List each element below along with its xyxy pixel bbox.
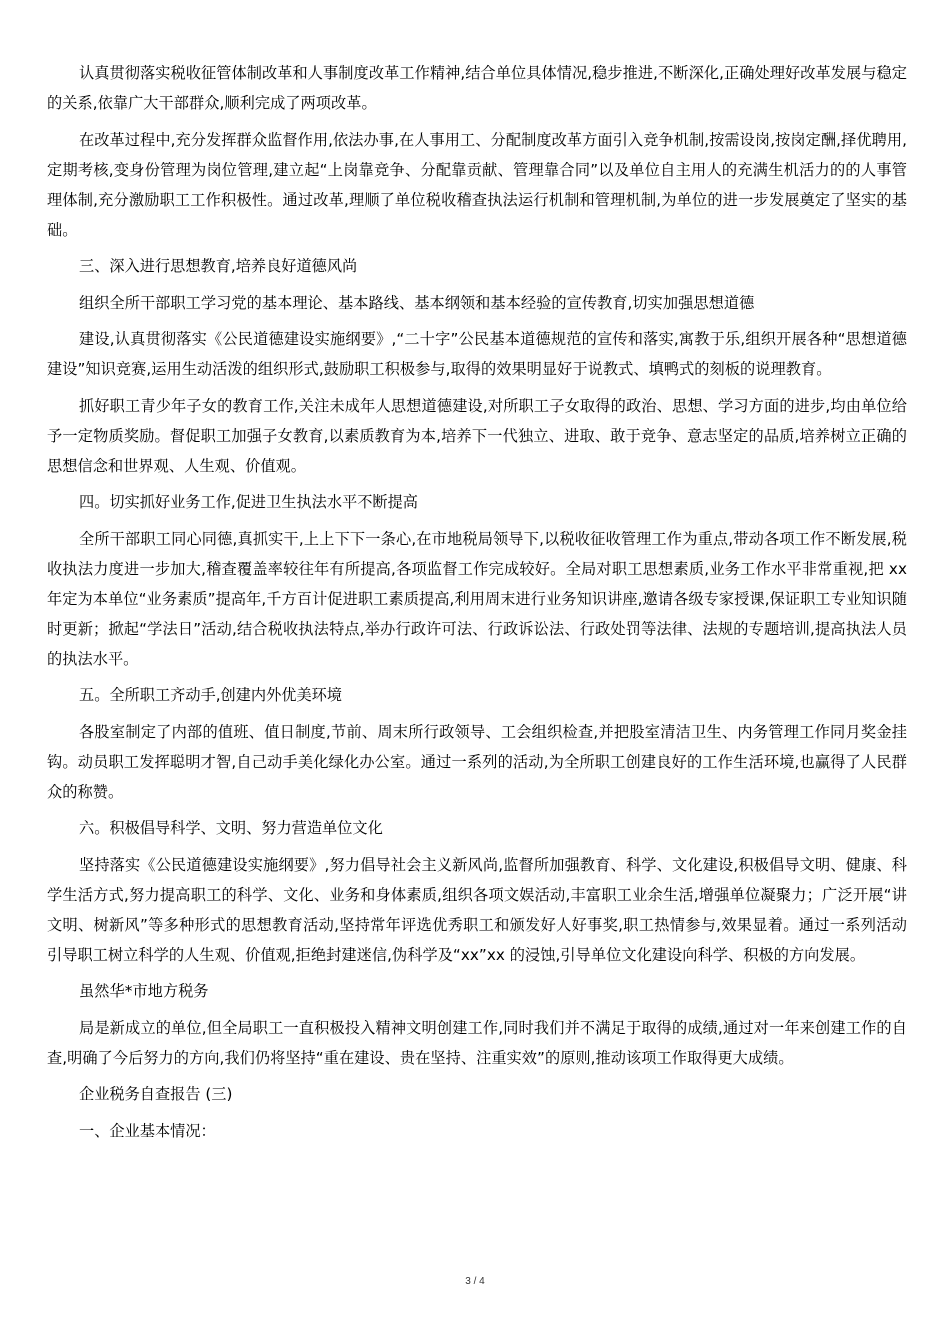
section-heading-3: 三、深入进行思想教育,培养良好道德风尚 <box>79 257 358 275</box>
paragraph-youth-education: 抓好职工青少年子女的教育工作,关注未成年人思想道德建设,对所职工子女取得的政治、思想、学习方面的进步,均由单位给予一定物质奖励。督促职工加强子女教育,以素质教育为本,培养下一代独立、进取、敢于竞争、意志坚定的品质,培养树立正确的思想信念和世界观、人生观、价值观。 <box>47 396 907 475</box>
paragraph-environment: 各股室制定了内部的值班、值日制度,节前、周末所行政领导、工会组织检查,并把股室清洁卫生、内务管理工作同月奖金挂钩。动员职工发挥聪明才智,自己动手美化绿化办公室。通过一系列的活动,为全所职工创建良好的工作生活环境,也赢得了人民群众的称赞。 <box>47 722 907 801</box>
paragraph-study-organization: 组织全所干部职工学习党的基本理论、基本路线、基本纲领和基本经验的宣传教育,切实加强思想道德 <box>79 293 755 312</box>
section-heading-5: 五。全所职工齐动手,创建内外优美环境 <box>79 686 343 704</box>
report-title: 企业税务自查报告 (三) <box>79 1085 233 1103</box>
page-number: 3 / 4 <box>465 1276 485 1287</box>
paragraph-reform-process: 在改革过程中,充分发挥群众监督作用,依法办事,在人事用工、分配制度改革方面引入竞争机制,按需设岗,按岗定酬,择优聘用,定期考核,变身份管理为岗位管理,建立起“上岗靠竞争、分配靠贡献、管理靠合同”以及单位自主用人的充满生机活力的的人事管理体制,充分激励职工工作积极性。通过改革,理顺了单位税收稽查执法运行机制和管理机制,为单位的进一步发展奠定了坚实的基础。 <box>47 130 907 239</box>
section-heading-4: 四。切实抓好业务工作,促进卫生执法水平不断提高 <box>79 493 418 511</box>
paragraph-business-work: 全所干部职工同心同德,真抓实干,上上下下一条心,在市地税局领导下,以税收征收管理工作为重点,带动各项工作不断发展,税收执法力度进一步加大,稽查覆盖率较往年有所提高,各项监督工作完成较好。全局对职工思想素质,业务工作水平非常重视,把 xx 年定为本单位“业务素质”提高年,千方百计促进职工素质提高,利用周末进行业务知识讲座,邀请各级专家授课,保证职工专业知识随时更新；掀起“学法日”活动,结合税收执法特点,举办行政许可法、行政诉讼法、行政处罚等法律、法规的专题培训,提高执法人员的执法水平。 <box>47 529 907 668</box>
section-heading-6: 六。积极倡导科学、文明、努力营造单位文化 <box>79 819 383 837</box>
document-body <box>47 58 907 1152</box>
paragraph-culture: 坚持落实《公民道德建设实施纲要》,努力倡导社会主义新风尚,监督所加强教育、科学、文化建设,积极倡导文明、健康、科学生活方式,努力提高职工的科学、文化、业务和身体素质,组织各项文娱活动,丰富职工业余生活,增强单位凝聚力；广泛开展“讲文明、树新风”等多种形式的思想教育活动,坚持常年评选优秀职工和颁发好人好事奖,职工热情参与,效果显着。通过一系列活动引导职工树立科学的人生观、价值观,拒绝封建迷信,伪科学及“xx”xx 的浸蚀,引导单位文化建设向科学、积极的方向发展。 <box>47 855 907 964</box>
paragraph-moral-construction: 建设,认真贯彻落实《公民道德建设实施纲要》,“二十字”公民基本道德规范的宣传和落实,寓教于乐,组织开展各种“思想道德建设”知识竞赛,运用生动活泼的组织形式,鼓励职工积极参与,取得的效果明显好于说教式、填鸭式的刻板的说理教育。 <box>47 330 907 378</box>
paragraph-bureau-conclusion: 局是新成立的单位,但全局职工一直积极投入精神文明创建工作,同时我们并不满足于取得的成绩,通过对一年来创建工作的自查,明确了今后努力的方向,我们仍将坚持“重在建设、贵在坚持、注重实效”的原则,推动该项工作取得更大成绩。 <box>47 1018 907 1067</box>
paragraph-bureau-intro: 虽然华*市地方税务 <box>79 982 209 1000</box>
paragraph-reform-summary: 认真贯彻落实税收征管体制改革和人事制度改革工作精神,结合单位具体情况,稳步推进,不断深化,正确处理好改革发展与稳定的关系,依靠广大干部群众,顺利完成了两项改革。 <box>47 64 907 112</box>
section-heading-basic-info: 一、企业基本情况： <box>79 1121 216 1140</box>
